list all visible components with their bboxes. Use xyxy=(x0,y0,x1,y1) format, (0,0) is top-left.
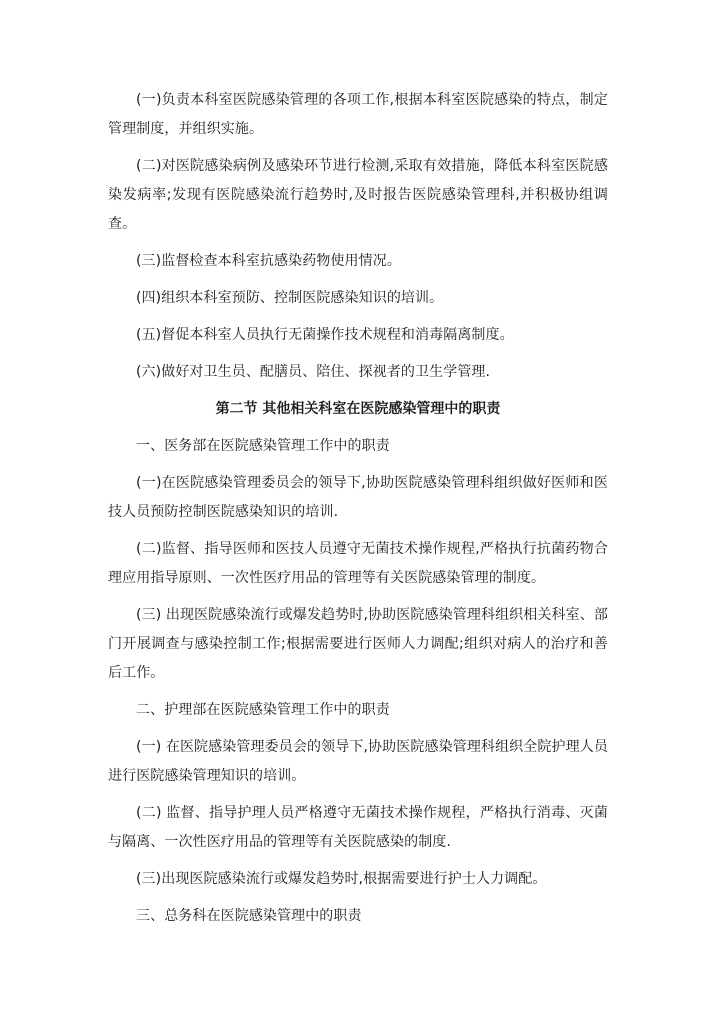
section-title: 第二节 其他相关科室在医院感染管理中的职责 xyxy=(215,401,501,417)
subheading-general-affairs: 三、总务科在医院感染管理中的职责 xyxy=(136,908,362,924)
paragraph-medical-2: (二)监督、指导医师和医技人员遵守无菌技术操作规程,严格执行抗菌药物合理应用指导原则、一次性医疗用品的管理等有关医院感染管理的制度。 xyxy=(108,541,608,586)
paragraph-nursing-3: (三)出现医院感染流行或爆发趋势时,根据需要进行护士人力调配。 xyxy=(136,871,547,887)
paragraph-duty-3: (三)监督检查本科室抗感染药物使用情况。 xyxy=(136,253,401,269)
paragraph-nursing-2: (二) 监督、指导护理人员严格遵守无菌技术操作规程，严格执行消毒、灭菌与隔离、一次性医疗用品的管理等有关医院感染的制度. xyxy=(108,805,608,850)
paragraph-duty-1: (一)负责本科室医院感染管理的各项工作,根据本科室医院感染的特点，制定管理制度，并组织实施。 xyxy=(108,92,608,137)
subheading-nursing-dept: 二、护理部在医院感染管理工作中的职责 xyxy=(136,702,390,718)
paragraph-medical-3: (三) 出现医院感染流行或爆发趋势时,协助医院感染管理科组织相关科室、部门开展调查与感染控制工作;根据需要进行医师人力调配;组织对病人的治疗和善后工作。 xyxy=(108,607,608,681)
paragraph-nursing-1: (一) 在医院感染管理委员会的领导下,协助医院感染管理科组织全院护理人员进行医院感染管理知识的培训。 xyxy=(108,739,608,784)
subheading-medical-dept: 一、医务部在医院感染管理工作中的职责 xyxy=(136,438,390,454)
document-page xyxy=(108,86,608,939)
paragraph-duty-5: (五)督促本科室人员执行无菌操作技术规程和消毒隔离制度。 xyxy=(136,327,514,343)
paragraph-duty-4: (四)组织本科室预防、控制医院感染知识的培训。 xyxy=(136,290,444,306)
paragraph-duty-2: (二)对医院感染病例及感染环节进行检测,采取有效措施，降低本科室医院感染发病率;发现有医院感染流行趋势时,及时报告医院感染管理科,并积极协组调查。 xyxy=(108,158,608,232)
paragraph-medical-1: (一)在医院感染管理委员会的领导下,协助医院感染管理科组织做好医师和医技人员预防控制医院感染知识的培训. xyxy=(108,475,608,520)
paragraph-duty-6: (六)做好对卫生员、配膳员、陪住、探视者的卫生学管理. xyxy=(136,364,491,380)
